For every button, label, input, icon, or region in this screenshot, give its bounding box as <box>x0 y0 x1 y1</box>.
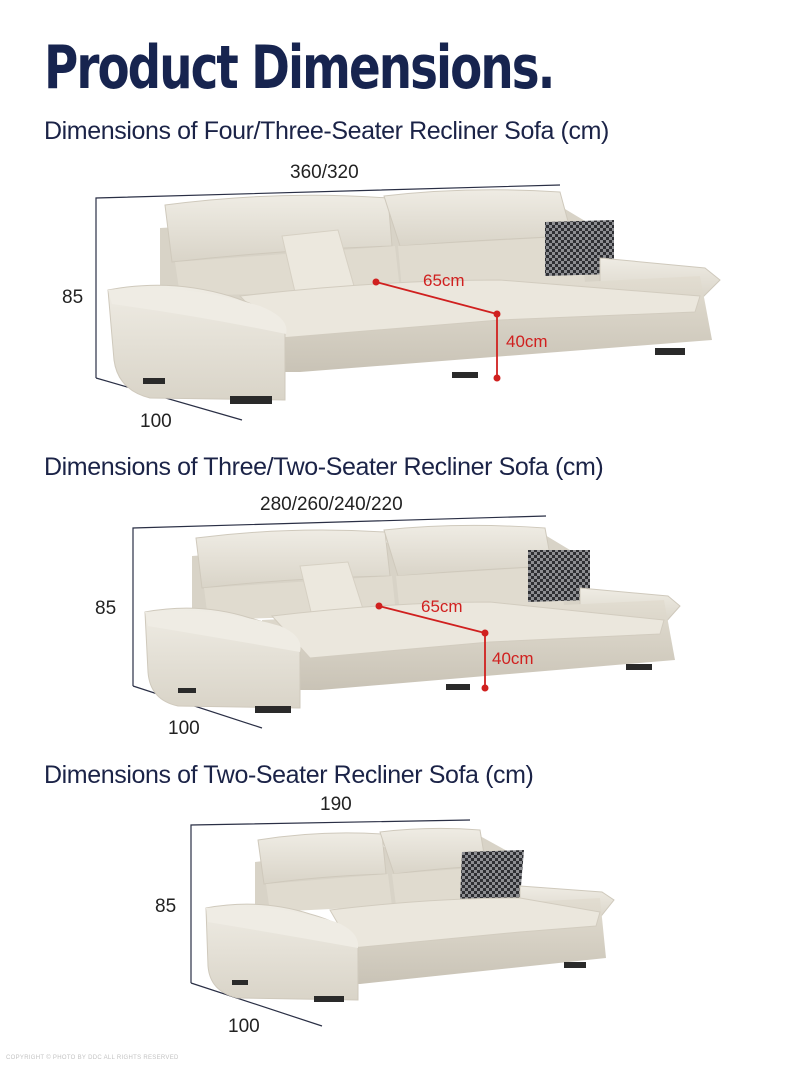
width-label: 280/260/240/220 <box>260 494 403 515</box>
copyright-notice: COPYRIGHT © PHOTO BY DDC ALL RIGHTS RESERVED <box>6 1055 179 1061</box>
section-heading-three-two-seater: Dimensions of Three/Two-Seater Recliner Sofa (cm) <box>44 453 604 481</box>
seat-height-label: 40cm <box>492 649 534 668</box>
depth-label: 100 <box>228 1016 260 1037</box>
height-label: 85 <box>95 598 117 619</box>
depth-label: 100 <box>168 718 200 739</box>
seat-depth-label: 65cm <box>423 271 465 290</box>
height-label: 85 <box>155 896 177 917</box>
seat-height-label: 40cm <box>506 332 548 351</box>
sofa-body <box>206 828 614 1002</box>
depth-label: 100 <box>140 411 172 432</box>
page-title: Product Dimensions. <box>44 33 554 103</box>
seat-depth-label: 65cm <box>421 597 463 616</box>
section-heading-four-three-seater: Dimensions of Four/Three-Seater Recliner Sofa (cm) <box>44 117 609 145</box>
width-label: 360/320 <box>290 162 359 183</box>
width-label: 190 <box>320 794 352 815</box>
section-heading-two-seater: Dimensions of Two-Seater Recliner Sofa (cm) <box>44 761 534 789</box>
height-label: 85 <box>62 287 84 308</box>
